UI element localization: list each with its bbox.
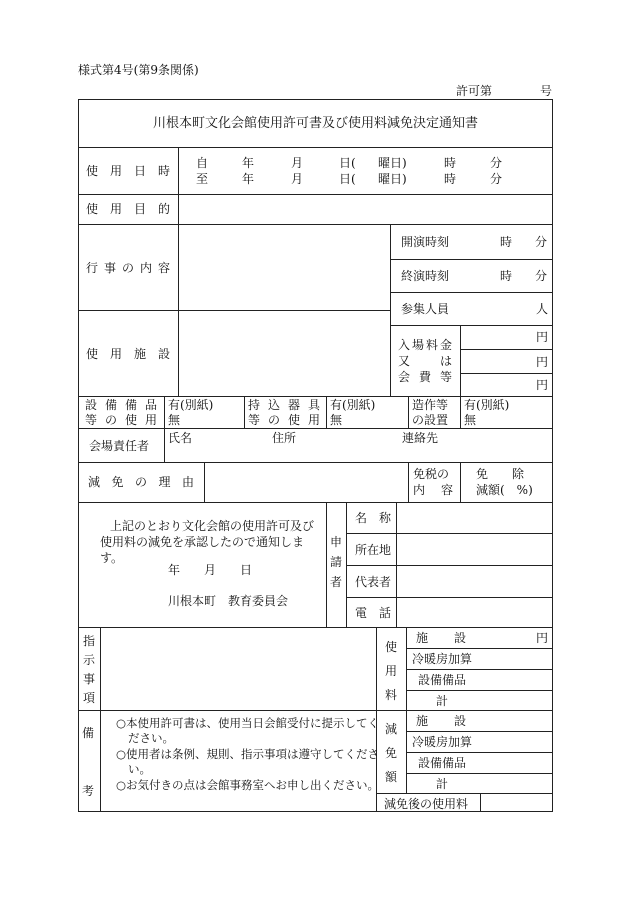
carry-in-none: 無 <box>330 413 343 427</box>
hour-label: 時 <box>500 269 513 283</box>
yen-unit: 円 <box>536 378 549 392</box>
char: 用 <box>109 202 122 216</box>
char: 用 <box>307 413 320 427</box>
rule <box>178 147 179 396</box>
yen-unit: 円 <box>536 631 549 645</box>
char: の <box>121 261 134 275</box>
char: 等 <box>439 370 452 384</box>
char: 日 <box>133 164 146 178</box>
attendees-label: 参集人員 <box>401 302 450 316</box>
char: 持 <box>248 398 261 412</box>
char: 等 <box>85 413 98 427</box>
minute-label: 分 <box>535 269 548 283</box>
rule <box>100 627 101 812</box>
manager-name-label: 氏名 <box>168 431 193 445</box>
char: 使 <box>124 413 137 427</box>
usage-datetime-label <box>86 164 170 178</box>
fee-facility-label <box>416 631 466 645</box>
char: 使 <box>86 202 99 216</box>
char: 内 <box>139 261 152 275</box>
rule <box>78 428 553 429</box>
rule <box>78 710 553 711</box>
note-item: ○使用者は条例、規則、指示事項は遵守してください。 <box>116 747 380 776</box>
char: 等 <box>248 413 261 427</box>
char: 設 <box>85 398 98 412</box>
char: 料 <box>425 338 438 352</box>
form-number: 様式第4号(第9条関係) <box>78 63 199 77</box>
note-item: ○お気付きの点は会館事務室へお申し出ください。 <box>116 778 380 792</box>
yen-unit: 円 <box>536 355 549 369</box>
rule <box>406 752 553 753</box>
rule <box>78 627 553 628</box>
issuer-name: 川根本町 教育委員会 <box>168 594 289 608</box>
tax-exempt-label-line2 <box>413 483 453 497</box>
char: 施 <box>416 631 429 645</box>
char: 電 <box>355 606 368 620</box>
char: 設 <box>453 631 466 645</box>
from-label: 自 <box>196 156 209 170</box>
reduced-total-label: 計 <box>436 777 449 791</box>
rule <box>406 648 553 649</box>
manager-contact-label: 連絡先 <box>402 431 439 445</box>
char: 行 <box>86 261 99 275</box>
rule <box>346 502 347 627</box>
person-unit: 人 <box>536 302 549 316</box>
carry-in-yes: 有(別紙) <box>330 398 376 412</box>
year-label: 年 <box>242 172 255 186</box>
rule <box>78 396 553 397</box>
char: 使 <box>86 164 99 178</box>
construction-none: 無 <box>464 413 477 427</box>
start-time-label: 開演時刻 <box>401 235 450 249</box>
char: 設 <box>453 714 466 728</box>
rule <box>346 533 553 534</box>
char: 設 <box>157 347 170 361</box>
construction-label-line1: 造作等 <box>412 398 449 412</box>
char: は <box>439 354 452 368</box>
instructions-label: 指示事項 <box>82 634 95 705</box>
rule <box>326 502 327 627</box>
char: 費 <box>418 370 431 384</box>
char: 事 <box>103 261 116 275</box>
manager-address-label: 住所 <box>272 431 297 445</box>
exempt-option: 免 除 <box>476 467 525 481</box>
rule <box>326 396 327 428</box>
equipment-label-line1 <box>85 398 157 412</box>
rule <box>406 690 553 691</box>
rule <box>406 669 553 670</box>
reduced-option: 減額( %) <box>476 483 533 497</box>
approval-text: 上記のとおり文化会館の使用許可及び使用料の減免を承認したので通知します。 <box>100 519 315 565</box>
reduced-facility-label <box>416 714 466 728</box>
char: 減 <box>88 475 101 489</box>
char: 器 <box>287 398 300 412</box>
fee-hvac-label: 冷暖房加算 <box>412 652 473 666</box>
rule <box>406 773 553 774</box>
rule <box>164 396 165 462</box>
permit-number-label: 許可第 <box>456 84 493 98</box>
char: の <box>134 475 147 489</box>
equipment-label-line2 <box>85 413 157 427</box>
after-reduction-fee-label: 減免後の使用料 <box>384 797 469 811</box>
minute-label: 分 <box>490 156 503 170</box>
char: 具 <box>307 398 320 412</box>
weekday-label: 曜日) <box>378 172 407 186</box>
rule <box>460 462 461 502</box>
rule <box>408 462 409 502</box>
fee-label-line3 <box>398 370 452 384</box>
char: 的 <box>157 202 170 216</box>
notes-label-top: 備 <box>82 726 95 740</box>
char: 金 <box>439 338 452 352</box>
venue-manager-label: 会場責任者 <box>89 439 150 453</box>
rule <box>78 462 553 463</box>
applicant-phone-label <box>355 606 391 620</box>
minute-label: 分 <box>490 172 503 186</box>
note-item: ○本使用許可書は、使用当日会館受付に提示してください。 <box>116 716 380 745</box>
reduced-equipment-label: 設備備品 <box>418 756 467 770</box>
carry-in-label-line2 <box>248 413 320 427</box>
rule <box>346 565 553 566</box>
char: 理 <box>158 475 171 489</box>
construction-yes: 有(別紙) <box>464 398 510 412</box>
char: 容 <box>440 483 453 497</box>
char: 場 <box>411 338 424 352</box>
reduced-hvac-label: 冷暖房加算 <box>412 735 473 749</box>
rule <box>204 462 205 502</box>
weekday-label: 曜日) <box>378 156 407 170</box>
equipment-none: 無 <box>168 413 181 427</box>
applicant-address-label: 所在地 <box>355 543 392 557</box>
rule <box>78 310 390 311</box>
char: 施 <box>416 714 429 728</box>
rule <box>390 292 553 293</box>
fee-label-line1 <box>398 338 452 352</box>
year-label: 年 <box>242 156 255 170</box>
facility-label <box>86 347 170 361</box>
hour-label: 時 <box>444 156 457 170</box>
rule <box>460 396 461 428</box>
char: 備 <box>104 398 117 412</box>
applicant-name-label <box>355 511 391 525</box>
fee-equipment-label: 設備備品 <box>418 673 467 687</box>
fee-label-line2 <box>398 354 452 368</box>
to-label: 至 <box>196 172 209 186</box>
char: 使 <box>287 413 300 427</box>
char: 込 <box>267 398 280 412</box>
rule <box>390 259 553 260</box>
rule <box>406 627 407 793</box>
rule <box>78 194 553 195</box>
rule <box>78 224 553 225</box>
yen-unit: 円 <box>536 330 549 344</box>
applicant-label: 申請者 <box>329 535 342 589</box>
rule <box>460 373 553 374</box>
reduced-amount-label: 減免額 <box>384 722 397 784</box>
end-time-label: 終演時刻 <box>401 269 450 283</box>
char: 品 <box>144 398 157 412</box>
purpose-label <box>86 202 170 216</box>
form-title: 川根本町文化会館使用許可書及び使用料減免決定通知書 <box>152 116 478 131</box>
equipment-yes: 有(別紙) <box>168 398 214 412</box>
char: の <box>267 413 280 427</box>
approval-date: 年 月 日 <box>168 563 253 577</box>
reduction-reason-label <box>88 475 194 489</box>
notes-label-bottom: 考 <box>82 784 95 798</box>
event-content-label <box>86 261 170 275</box>
char: 用 <box>109 164 122 178</box>
char: 用 <box>109 347 122 361</box>
carry-in-label-line1 <box>248 398 320 412</box>
char: 目 <box>133 202 146 216</box>
rule <box>390 224 391 396</box>
hour-label: 時 <box>444 172 457 186</box>
rule <box>244 396 245 428</box>
rule <box>480 793 481 812</box>
rule <box>78 147 553 148</box>
char: 内 <box>413 483 426 497</box>
day-label: 日( <box>339 172 356 186</box>
rule <box>460 349 553 350</box>
rule <box>408 396 409 428</box>
day-label: 日( <box>339 156 356 170</box>
usage-fee-label: 使用料 <box>384 640 397 702</box>
char: 免 <box>111 475 124 489</box>
char: 名 <box>355 511 368 525</box>
char: 時 <box>157 164 170 178</box>
rule <box>396 502 397 627</box>
tax-exempt-label-line1: 免税の <box>413 467 450 481</box>
month-label: 月 <box>291 172 304 186</box>
char: の <box>104 413 117 427</box>
char: 使 <box>86 347 99 361</box>
char: 用 <box>144 413 157 427</box>
fee-total-label: 計 <box>436 694 449 708</box>
rule <box>390 325 553 326</box>
char: 称 <box>378 511 391 525</box>
char: 由 <box>181 475 194 489</box>
char: 又 <box>398 354 411 368</box>
char: 備 <box>124 398 137 412</box>
permit-number-suffix: 号 <box>540 84 553 98</box>
construction-label-line2: の設置 <box>412 413 449 427</box>
rule <box>460 325 461 396</box>
rule <box>376 793 553 794</box>
char: 容 <box>157 261 170 275</box>
rule <box>78 502 553 503</box>
rule <box>406 731 553 732</box>
char: 入 <box>398 338 411 352</box>
char: 施 <box>133 347 146 361</box>
char: 話 <box>378 606 391 620</box>
applicant-rep-label: 代表者 <box>355 575 392 589</box>
hour-label: 時 <box>500 235 513 249</box>
rule <box>346 597 553 598</box>
month-label: 月 <box>291 156 304 170</box>
minute-label: 分 <box>535 235 548 249</box>
char: 会 <box>398 370 411 384</box>
